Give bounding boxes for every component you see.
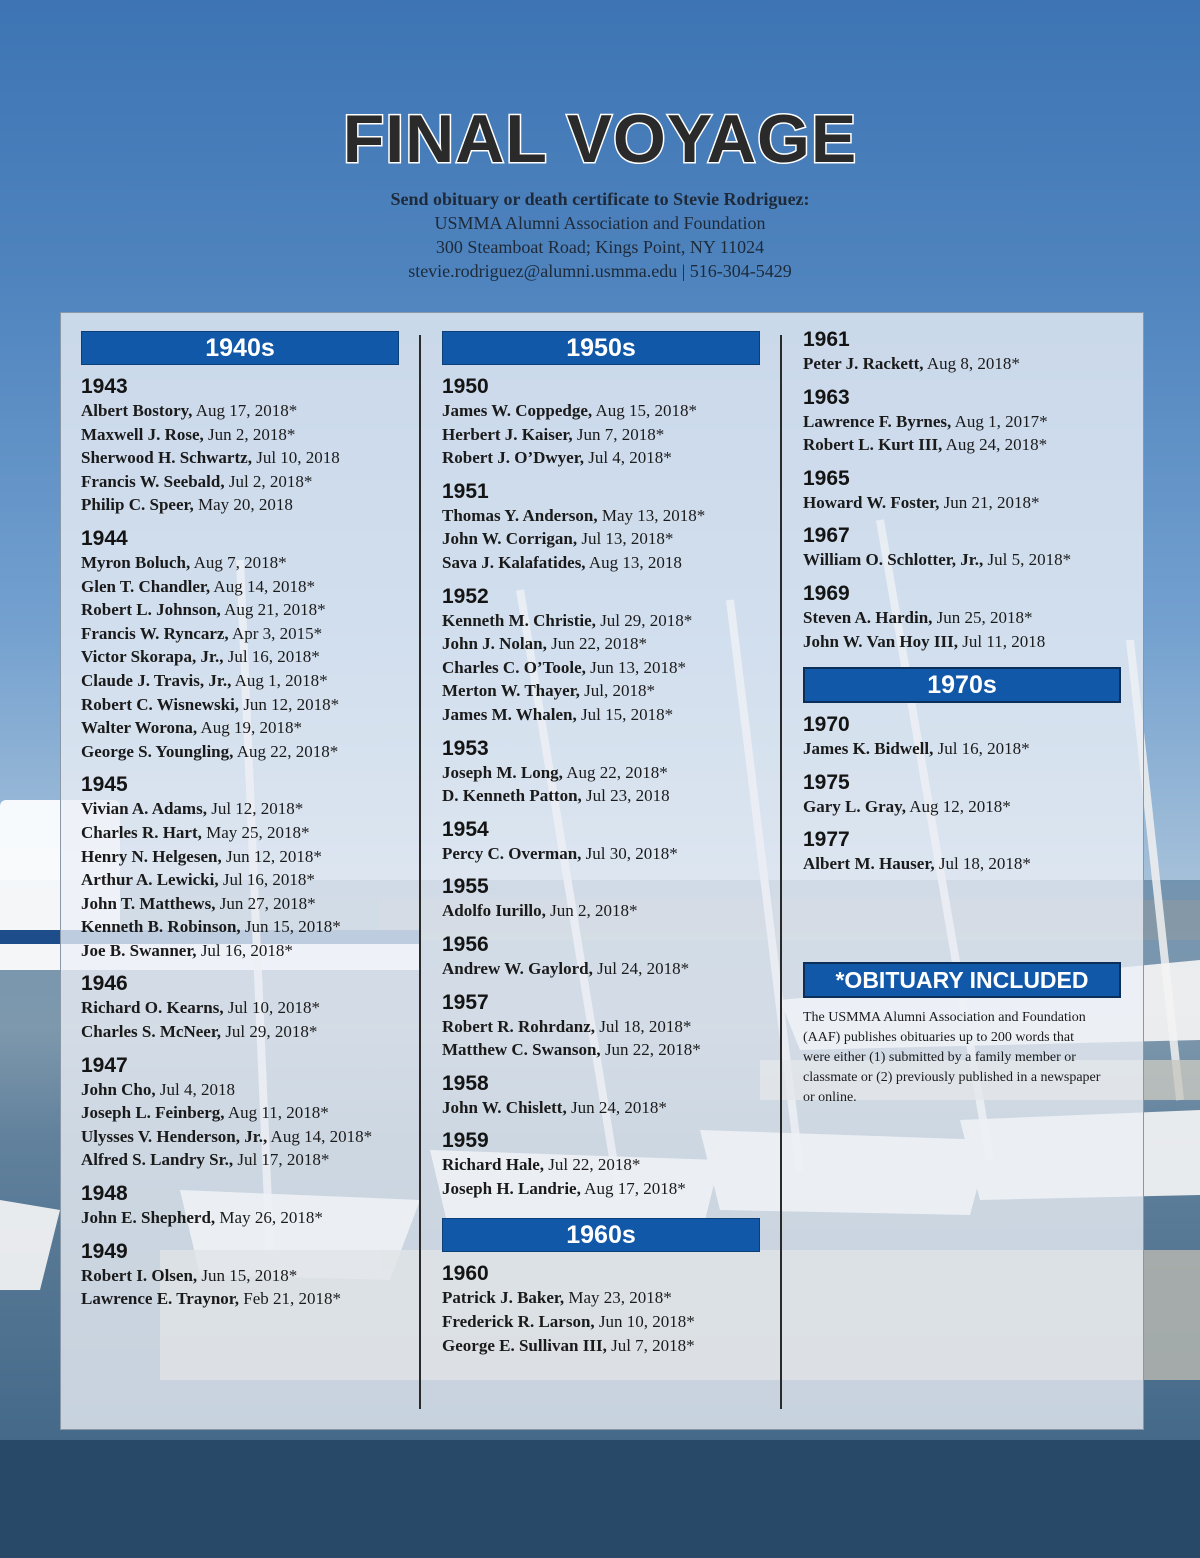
deceased-name: D. Kenneth Patton,: [442, 786, 582, 806]
deceased-name: Thomas Y. Anderson,: [442, 505, 598, 525]
class-year-heading: 1963: [803, 385, 850, 409]
class-year-heading: 1975: [803, 770, 850, 794]
obituary-entry: [81, 669, 399, 693]
class-year-heading: 1952: [442, 584, 489, 608]
date-of-death: Aug 1, 2017*: [951, 411, 1048, 431]
deceased-name: Kenneth M. Christie,: [442, 610, 596, 630]
deceased-name: Percy C. Overman,: [442, 843, 582, 863]
deceased-name: James K. Bidwell,: [803, 739, 934, 759]
column-divider: [419, 335, 421, 1409]
obituary-entry: [81, 1287, 399, 1311]
obituary-entry: [81, 939, 399, 963]
obituary-entry: [803, 852, 1121, 876]
class-year-heading: 1944: [81, 526, 128, 550]
date-of-death: Jul 2, 2018*: [224, 471, 313, 491]
deceased-name: Charles S. McNeer,: [81, 1022, 222, 1042]
deceased-name: Robert L. Kurt III,: [803, 435, 943, 455]
class-year-heading: 1945: [81, 773, 128, 797]
class-year-heading: 1947: [81, 1053, 128, 1077]
column-1950s: [442, 331, 760, 1357]
date-of-death: Jul, 2018*: [579, 681, 655, 701]
obituary-entry: [81, 797, 399, 821]
deceased-name: Andrew W. Gaylord,: [442, 958, 593, 978]
obituary-entry: [803, 630, 1121, 654]
obituary-entry: [442, 446, 760, 470]
date-of-death: Jul 23, 2018: [581, 786, 670, 806]
obituary-entry: [81, 1148, 399, 1172]
deceased-name: Myron Boluch,: [81, 552, 191, 572]
deceased-name: Gary L. Gray,: [803, 796, 906, 816]
deceased-name: Charles R. Hart,: [81, 822, 202, 842]
contact-address: 300 Steamboat Road; Kings Point, NY 11024: [435, 237, 765, 257]
deceased-name: Patrick J. Baker,: [442, 1288, 565, 1308]
date-of-death: Jul 29, 2018*: [221, 1022, 318, 1042]
date-of-death: Jul 15, 2018*: [576, 704, 674, 724]
date-of-death: Jul 12, 2018*: [206, 799, 304, 819]
obituary-entry: [81, 716, 399, 740]
date-of-death: Aug 8, 2018*: [923, 354, 1020, 373]
deceased-name: Kenneth B. Robinson,: [81, 917, 241, 937]
obituary-entry: [803, 737, 1121, 761]
date-of-death: May 25, 2018*: [201, 822, 310, 842]
obituary-entry: [442, 399, 760, 423]
date-of-death: Jul 16, 2018*: [933, 739, 1030, 759]
obituary-entry: [803, 548, 1121, 572]
deceased-name: Herbert J. Kaiser,: [442, 424, 573, 444]
date-of-death: Jun 27, 2018*: [215, 893, 316, 913]
obituary-entry: [442, 656, 760, 680]
deceased-name: Robert R. Rohrdanz,: [442, 1016, 595, 1036]
obituary-entry: [81, 821, 399, 845]
obituary-entry: [442, 1038, 760, 1062]
obituary-entry: [803, 410, 1121, 434]
deceased-name: Merton W. Thayer,: [442, 681, 580, 701]
contact-org: USMMA Alumni Association and Foundation: [434, 213, 766, 233]
date-of-death: Aug 19, 2018*: [197, 718, 303, 738]
class-year-heading: 1959: [442, 1129, 489, 1153]
obituary-entry: [442, 899, 760, 923]
date-of-death: Jun 13, 2018*: [585, 657, 686, 677]
class-year-heading: 1953: [442, 736, 489, 760]
date-of-death: Jul 24, 2018*: [592, 958, 690, 978]
deceased-name: John W. Van Hoy III,: [803, 631, 958, 651]
obituary-entry: [442, 551, 760, 575]
obituary-entry: [442, 761, 760, 785]
obituary-entry: [81, 446, 399, 470]
column-divider: [780, 335, 782, 1409]
obituary-included-header: *OBITUARY INCLUDED: [803, 962, 1121, 998]
obituary-entry: [81, 693, 399, 717]
deceased-name: Peter J. Rackett,: [803, 354, 924, 373]
deceased-name: Frederick R. Larson,: [442, 1312, 595, 1332]
date-of-death: Jun 2, 2018*: [203, 424, 296, 444]
page-title: FINAL VOYAGE: [342, 101, 858, 177]
date-of-death: Aug 14, 2018*: [267, 1126, 373, 1146]
date-of-death: Jul 30, 2018*: [581, 843, 678, 863]
obituary-entry: [803, 352, 1121, 376]
date-of-death: Jun 12, 2018*: [221, 846, 322, 866]
date-of-death: Jun 25, 2018*: [932, 607, 1033, 627]
date-of-death: Jul 22, 2018*: [544, 1155, 641, 1175]
deceased-name: Francis W. Seebald,: [81, 471, 225, 491]
deceased-name: John J. Nolan,: [442, 634, 547, 654]
obituary-entry: [81, 845, 399, 869]
date-of-death: Jul 13, 2018*: [577, 529, 674, 549]
deceased-name: Robert L. Johnson,: [81, 600, 221, 620]
deceased-name: Richard Hale,: [442, 1155, 544, 1175]
date-of-death: Jun 2, 2018*: [545, 901, 638, 921]
deceased-name: Albert Bostory,: [81, 401, 193, 420]
obituary-entry: [442, 842, 760, 866]
obituary-entry: [81, 915, 399, 939]
date-of-death: Aug 7, 2018*: [190, 552, 287, 572]
deceased-name: Lawrence E. Traynor,: [81, 1289, 240, 1309]
date-of-death: Jun 10, 2018*: [594, 1312, 695, 1332]
obituary-entry: [81, 399, 399, 423]
deceased-name: Ulysses V. Henderson, Jr.,: [81, 1126, 268, 1146]
date-of-death: May 23, 2018*: [564, 1288, 672, 1308]
date-of-death: Jul 16, 2018*: [223, 647, 320, 667]
date-of-death: Jun 7, 2018*: [572, 424, 665, 444]
date-of-death: Jun 12, 2018*: [239, 694, 340, 714]
obituary-entry: [442, 1177, 760, 1201]
class-year-heading: 1948: [81, 1182, 128, 1206]
obituary-entry: [442, 679, 760, 703]
deceased-name: Adolfo Iurillo,: [442, 901, 546, 921]
date-of-death: Aug 21, 2018*: [220, 600, 326, 620]
date-of-death: Feb 21, 2018*: [239, 1289, 342, 1309]
date-of-death: Aug 11, 2018*: [224, 1103, 329, 1123]
deceased-name: James W. Coppedge,: [442, 401, 593, 420]
deceased-name: John W. Corrigan,: [442, 529, 578, 549]
deceased-name: George S. Youngling,: [81, 741, 234, 761]
date-of-death: Jul 11, 2018: [957, 631, 1046, 651]
deceased-name: Victor Skorapa, Jr.,: [81, 647, 224, 667]
deceased-name: Glen T. Chandler,: [81, 576, 211, 596]
obituary-entry: [81, 868, 399, 892]
obituary-entry: [81, 551, 399, 575]
obituary-entry: [442, 1096, 760, 1120]
date-of-death: May 13, 2018*: [597, 505, 706, 525]
deceased-name: Robert C. Wisnewski,: [81, 694, 240, 714]
obituary-entry: [442, 957, 760, 981]
class-year-heading: 1957: [442, 990, 489, 1014]
deceased-name: Philip C. Speer,: [81, 495, 194, 515]
obituary-entry: [81, 892, 399, 916]
deceased-name: Alfred S. Landry Sr.,: [81, 1150, 234, 1170]
obituary-entry: [81, 645, 399, 669]
deceased-name: Joseph L. Feinberg,: [81, 1103, 225, 1123]
deceased-name: Howard W. Foster,: [803, 492, 940, 512]
obituary-entry: [81, 1020, 399, 1044]
class-year-heading: 1958: [442, 1071, 489, 1095]
deceased-name: Charles C. O’Toole,: [442, 657, 586, 677]
decade-header: 1970s: [803, 667, 1121, 703]
deceased-name: John T. Matthews,: [81, 893, 216, 913]
deceased-name: John E. Shepherd,: [81, 1208, 216, 1228]
deceased-name: Maxwell J. Rose,: [81, 424, 204, 444]
obituary-entry: [81, 1078, 399, 1102]
date-of-death: May 20, 2018: [193, 495, 293, 515]
date-of-death: Jun 15, 2018*: [197, 1265, 298, 1285]
deceased-name: James M. Whalen,: [442, 704, 577, 724]
date-of-death: Jun 24, 2018*: [566, 1097, 667, 1117]
class-year-heading: 1951: [442, 479, 489, 503]
class-year-heading: 1965: [803, 466, 850, 490]
obituary-entry: [81, 1264, 399, 1288]
class-year-heading: 1961: [803, 328, 850, 351]
date-of-death: Aug 12, 2018*: [905, 796, 1011, 816]
date-of-death: Jun 22, 2018*: [546, 634, 647, 654]
deceased-name: Vivian A. Adams,: [81, 799, 207, 819]
deceased-name: Arthur A. Lewicki,: [81, 870, 219, 890]
obituary-entry: [803, 433, 1121, 457]
contact-heading: Send obituary or death certificate to Stevie Rodriguez:: [390, 189, 810, 209]
obituary-entry: [81, 423, 399, 447]
obituary-entry: [803, 795, 1121, 819]
contact-block: [0, 187, 1200, 283]
date-of-death: Jul 7, 2018*: [606, 1335, 695, 1355]
date-of-death: Aug 1, 2018*: [231, 670, 328, 690]
obituary-entry: [81, 575, 399, 599]
column-1940s: [81, 331, 399, 1311]
date-of-death: Aug 22, 2018*: [233, 741, 339, 761]
obituary-entry: [442, 423, 760, 447]
date-of-death: Jul 10, 2018*: [223, 998, 320, 1018]
obituary-entry: [803, 491, 1121, 515]
obituary-entry: [442, 1310, 760, 1334]
decade-header: 1950s: [442, 331, 760, 365]
date-of-death: Jul 10, 2018: [251, 448, 340, 468]
deceased-name: Lawrence F. Byrnes,: [803, 411, 952, 431]
obituary-entry: [81, 740, 399, 764]
obituary-entry: [81, 1125, 399, 1149]
deceased-name: Richard O. Kearns,: [81, 998, 224, 1018]
deceased-name: Robert I. Olsen,: [81, 1265, 198, 1285]
deceased-name: Sava J. Kalafatides,: [442, 552, 586, 572]
deceased-name: Henry N. Helgesen,: [81, 846, 222, 866]
deceased-name: William O. Schlotter, Jr.,: [803, 550, 984, 570]
obituary-entry: [442, 609, 760, 633]
date-of-death: Jun 15, 2018*: [240, 917, 341, 937]
obituary-entry: [442, 1286, 760, 1310]
obituary-policy-note: The USMMA Alumni Association and Foundation (AAF) publishes obituaries up to 200 words that were either (1) submitted by a family member or classmate or (2) previously published in a newspaper or online.: [803, 1009, 1101, 1105]
date-of-death: Jul 4, 2018: [155, 1079, 235, 1099]
deceased-name: John W. Chislett,: [442, 1097, 567, 1117]
obituary-entry: [442, 504, 760, 528]
obituary-entry: [81, 996, 399, 1020]
class-year-heading: 1949: [81, 1239, 128, 1263]
obituary-entry: [442, 527, 760, 551]
date-of-death: Jul 5, 2018*: [983, 550, 1072, 570]
date-of-death: Aug 14, 2018*: [210, 576, 315, 596]
obituary-entry: [442, 632, 760, 656]
class-year-heading: 1969: [803, 581, 850, 605]
deceased-name: John Cho,: [81, 1079, 156, 1099]
deceased-name: Francis W. Ryncarz,: [81, 623, 229, 643]
deceased-name: Walter Worona,: [81, 718, 198, 738]
decade-header: 1960s: [442, 1218, 760, 1252]
decade-header: 1940s: [81, 331, 399, 365]
deceased-name: Sherwood H. Schwartz,: [81, 448, 252, 468]
date-of-death: Jul 16, 2018*: [218, 870, 315, 890]
obituary-entry: [442, 784, 760, 808]
date-of-death: Jul 18, 2018*: [595, 1016, 692, 1036]
deceased-name: Joe B. Swanner,: [81, 940, 197, 960]
date-of-death: Jun 21, 2018*: [939, 492, 1040, 512]
class-year-heading: 1956: [442, 932, 489, 956]
class-year-heading: 1950: [442, 375, 489, 398]
date-of-death: Aug 15, 2018*: [592, 401, 698, 420]
deceased-name: Robert J. O’Dwyer,: [442, 448, 584, 468]
date-of-death: Jul 29, 2018*: [595, 610, 693, 630]
contact-email-phone: stevie.rodriguez@alumni.usmma.edu | 516-304-5429: [408, 261, 792, 281]
class-year-heading: 1970: [803, 713, 850, 737]
date-of-death: Aug 24, 2018*: [942, 435, 1048, 455]
obituary-entry: [442, 1015, 760, 1039]
obituary-entry: [81, 470, 399, 494]
obituary-entry: [81, 598, 399, 622]
obituary-entry: [442, 703, 760, 727]
obituary-entry: [81, 493, 399, 517]
class-year-heading: 1967: [803, 524, 850, 548]
class-year-heading: 1943: [81, 375, 128, 398]
deceased-name: Matthew C. Swanson,: [442, 1040, 601, 1060]
obituary-entry: [803, 606, 1121, 630]
obituary-list-panel: [60, 312, 1144, 1430]
date-of-death: May 26, 2018*: [215, 1208, 323, 1228]
deceased-name: Joseph H. Landrie,: [442, 1178, 581, 1198]
class-year-heading: 1977: [803, 828, 850, 852]
date-of-death: Jul 16, 2018*: [196, 940, 293, 960]
date-of-death: Aug 17, 2018*: [580, 1178, 686, 1198]
deceased-name: Albert M. Hauser,: [803, 854, 935, 874]
class-year-heading: 1955: [442, 875, 489, 899]
date-of-death: Apr 3, 2015*: [228, 623, 323, 643]
date-of-death: Jul 18, 2018*: [934, 854, 1031, 874]
deceased-name: Claude J. Travis, Jr.,: [81, 670, 232, 690]
class-year-heading: 1960: [442, 1262, 489, 1286]
obituary-entry: [442, 1334, 760, 1358]
column-1960s-1970s: [803, 328, 1121, 1108]
date-of-death: Aug 22, 2018*: [562, 762, 668, 782]
obituary-entry: [442, 1153, 760, 1177]
class-year-heading: 1946: [81, 972, 128, 996]
deceased-name: Steven A. Hardin,: [803, 607, 933, 627]
deceased-name: George E. Sullivan III,: [442, 1335, 607, 1355]
deceased-name: Joseph M. Long,: [442, 762, 563, 782]
class-year-heading: 1954: [442, 817, 489, 841]
obituary-entry: [81, 622, 399, 646]
date-of-death: Jun 22, 2018*: [600, 1040, 701, 1060]
date-of-death: Aug 17, 2018*: [192, 401, 298, 420]
date-of-death: Jul 17, 2018*: [233, 1150, 330, 1170]
obituary-entry: [81, 1206, 399, 1230]
date-of-death: Jul 4, 2018*: [583, 448, 672, 468]
date-of-death: Aug 13, 2018: [585, 552, 682, 572]
obituary-entry: [81, 1101, 399, 1125]
